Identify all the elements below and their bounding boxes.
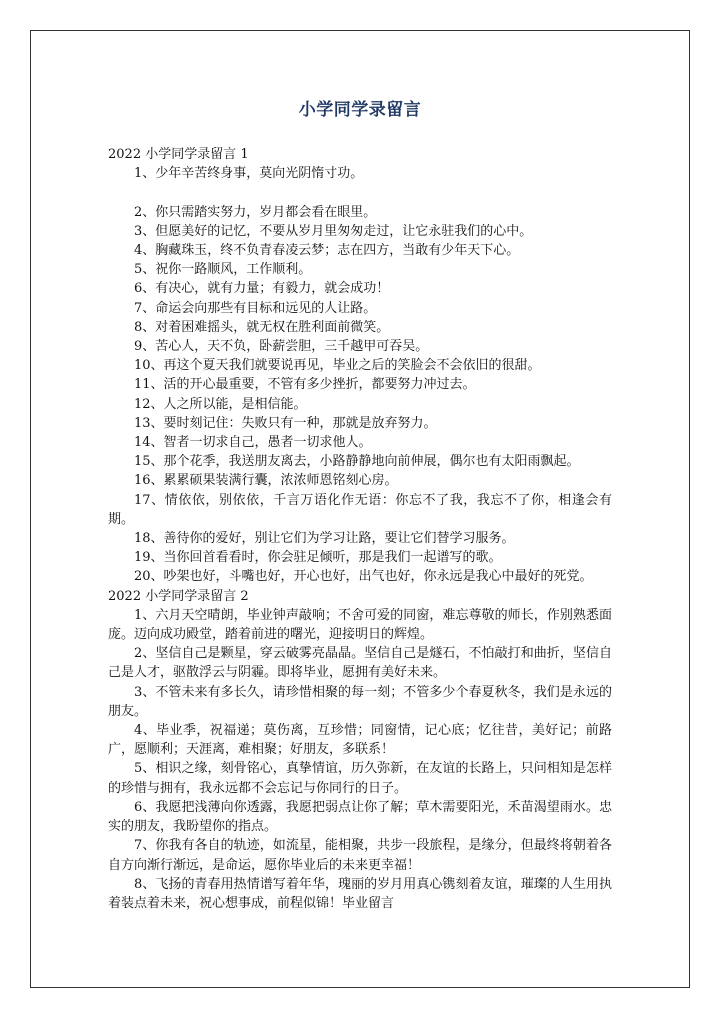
list-item: 2、你只需踏实努力，岁月都会看在眼里。 (134, 204, 377, 220)
list-item: 12、人之所以能，是相信能。 (134, 396, 307, 412)
list-item: 6、我愿把浅薄向你透露，我愿把弱点让你了解；草木需要阳光，禾苗渴望雨水。忠实的朋友，我盼望你的指点。 (108, 799, 612, 835)
list-item: 19、当你回首看看时，你会驻足倾听，那是我们一起谱写的歌。 (134, 550, 502, 566)
list-item: 11、活的开心最重要，不管有多少挫折，都要努力冲过去。 (134, 377, 476, 393)
list-item: 9、苦心人，天不负，卧薪尝胆，三千越甲可吞吴。 (134, 339, 429, 355)
list-item: 8、飞扬的青春用热情谱写着年华，瑰丽的岁月用真心镌刻着友谊，璀璨的人生用执着装点着未来，祝心想事成，前程似锦！毕业留言 (108, 876, 612, 911)
list-item: 17、情依依，别依依，千言万语化作无语：你忘不了我，我忘不了你，相逢会有期。 (108, 492, 612, 527)
list-item: 18、善待你的爱好，别让它们为学习让路，要让它们替学习服务。 (134, 531, 515, 547)
list-item: 4、毕业季，祝福递；莫伤离，互珍惜；同窗情，记心底；忆往昔，美好记；前路广，愿顺利；天涯离，难相聚；好朋友，多联系！ (108, 723, 612, 758)
list-item: 8、对着困难摇头，就无权在胜利面前微笑。 (134, 319, 390, 335)
document-body (108, 145, 612, 913)
section-heading: 2022 小学同学录留言 1 (108, 147, 249, 162)
list-item: 3、不管未来有多长久，请珍惜相聚的每一刻；不管多少个春夏秋冬，我们是永远的朋友。 (108, 684, 612, 719)
list-item: 16、累累硕果装满行囊，浓浓师恩铭刻心房。 (134, 473, 398, 489)
list-item: 13、要时刻记住：失败只有一种，那就是放弃努力。 (134, 415, 437, 431)
list-item: 2、坚信自己是颗星，穿云破雾亮晶晶。坚信自己是燧石，不怕敲打和曲折，坚信自己是人才，驱散浮云与阴霾。即将毕业，愿拥有美好未来。 (108, 646, 612, 681)
section-heading: 2022 小学同学录留言 2 (108, 588, 249, 604)
list-item: 3、但愿美好的记忆，不要从岁月里匆匆走过，让它永驻我们的心中。 (134, 223, 533, 239)
list-item: 1、少年辛苦终身事，莫向光阴惰寸功。 (134, 166, 364, 182)
list-item: 7、你我有各自的轨迹，如流星，能相聚，共步一段旅程，是缘分，但最终将朝着各自方向渐行渐远，是命运，愿你毕业后的未来更幸福！ (108, 838, 612, 873)
list-item: 14、智者一切求自己，愚者一切求他人。 (134, 435, 372, 451)
list-item: 6、有决心，就有力量；有毅力，就会成功！ (134, 281, 390, 297)
list-item: 7、命运会向那些有目标和远见的人让路。 (134, 300, 377, 316)
list-item: 1、六月天空晴朗，毕业钟声敲响；不舍可爱的同窗，难忘尊敬的师长，作别熟悉面庞。迈向成功殿堂，踏着前进的曙光，迎接明日的辉煌。 (108, 607, 612, 643)
list-item: 15、那个花季，我送朋友离去，小路静静地向前伸展，偶尔也有太阳雨飘起。 (134, 454, 580, 470)
list-item: 20、吵架也好，斗嘴也好，开心也好，出气也好，你永远是我心中最好的死党。 (134, 569, 593, 585)
document-title: 小学同学录留言 (298, 100, 422, 120)
list-item: 5、祝你一路顺风，工作顺利。 (134, 262, 312, 278)
blank-line (108, 183, 612, 202)
list-item: 10、再这个夏天我们就要说再见，毕业之后的笑脸会不会依旧的很甜。 (134, 358, 541, 374)
list-item: 5、相识之缘，刻骨铭心，真挚情谊，历久弥新，在友谊的长路上，只问相知是怎样的珍惜与拥有，我永远都不会忘记与你同行的日子。 (108, 761, 612, 796)
list-item: 4、胸藏珠玉，终不负青春凌云梦；志在四方，当敢有少年天下心。 (134, 243, 520, 258)
